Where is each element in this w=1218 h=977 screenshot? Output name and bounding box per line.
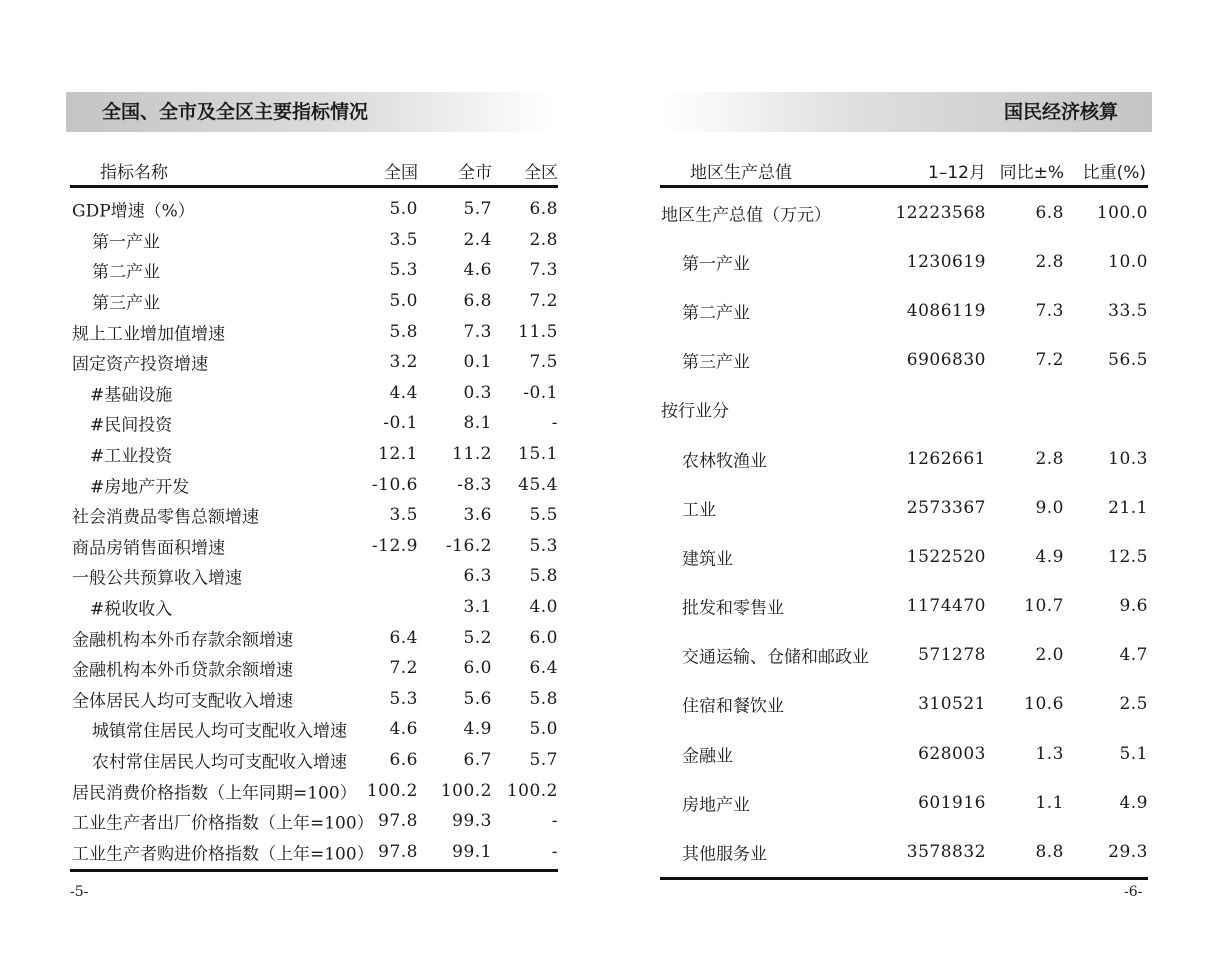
yoy-growth: 2.8 bbox=[1035, 448, 1064, 469]
national-value: 3.2 bbox=[389, 352, 418, 373]
district-value: 100.2 bbox=[506, 780, 558, 801]
district-value: 11.5 bbox=[518, 321, 558, 342]
output-value: 1174470 bbox=[906, 596, 986, 617]
header-city: 全市 bbox=[458, 163, 492, 183]
yoy-growth: 10.6 bbox=[1024, 694, 1064, 715]
indicator-name: 一般公共预算收入增速 bbox=[72, 568, 242, 589]
district-value: 7.5 bbox=[529, 352, 558, 373]
left-page-number: -5- bbox=[70, 884, 89, 900]
table-row bbox=[70, 806, 558, 837]
indicator-name: #基础设施 bbox=[90, 385, 173, 406]
table-row bbox=[70, 469, 558, 500]
indicator-name: #房地产开发 bbox=[90, 477, 190, 498]
output-value: 6906830 bbox=[906, 350, 986, 371]
indicator-name: 全体居民人均可支配收入增速 bbox=[72, 691, 293, 712]
table-row bbox=[70, 286, 558, 317]
district-value: 5.0 bbox=[529, 719, 558, 740]
city-value: 100.2 bbox=[440, 780, 492, 801]
city-value: 3.6 bbox=[463, 505, 492, 526]
industry-name: 农林牧渔业 bbox=[682, 451, 767, 472]
indicator-name: #工业投资 bbox=[90, 446, 173, 467]
national-value: 5.0 bbox=[389, 199, 418, 220]
output-value: 310521 bbox=[918, 694, 986, 715]
indicator-name: 商品房销售面积增速 bbox=[72, 538, 225, 559]
table-row bbox=[70, 836, 558, 867]
indicator-name: 居民消费价格指数（上年同期=100） bbox=[72, 783, 357, 804]
national-value: 12.1 bbox=[378, 444, 418, 465]
output-value: 601916 bbox=[918, 792, 986, 813]
city-value: 0.1 bbox=[463, 352, 492, 373]
output-value: 1230619 bbox=[906, 251, 986, 272]
table-row bbox=[660, 631, 1148, 680]
national-value: 7.2 bbox=[389, 658, 418, 679]
table-row bbox=[660, 680, 1148, 729]
table-row bbox=[70, 745, 558, 776]
share-value: 5.1 bbox=[1119, 743, 1148, 764]
district-value: - bbox=[551, 841, 558, 862]
city-value: 5.2 bbox=[463, 627, 492, 648]
output-value: 3578832 bbox=[906, 842, 986, 863]
table-row bbox=[70, 225, 558, 256]
indicator-name: 金融机构本外币贷款余额增速 bbox=[72, 660, 293, 681]
district-value: 5.3 bbox=[529, 535, 558, 556]
share-value: 21.1 bbox=[1108, 497, 1148, 518]
table-row bbox=[70, 378, 558, 409]
industry-name: 第三产业 bbox=[682, 352, 750, 373]
table-row bbox=[660, 532, 1148, 581]
table-row bbox=[660, 582, 1148, 631]
national-value: 4.4 bbox=[389, 382, 418, 403]
table-row bbox=[70, 622, 558, 653]
table-row bbox=[70, 316, 558, 347]
header-indicator-name: 指标名称 bbox=[100, 163, 168, 183]
table-row bbox=[660, 336, 1148, 385]
table-row bbox=[70, 653, 558, 684]
city-value: 2.4 bbox=[463, 229, 492, 250]
indicator-name: 城镇常住居民人均可支配收入增速 bbox=[92, 721, 347, 742]
table-row bbox=[70, 255, 558, 286]
indicator-name: 农村常住居民人均可支配收入增速 bbox=[92, 752, 347, 773]
output-value: 628003 bbox=[918, 743, 986, 764]
industry-name: 第二产业 bbox=[682, 303, 750, 324]
table-row bbox=[70, 531, 558, 562]
industry-name: 地区生产总值（万元） bbox=[661, 205, 831, 226]
city-value: 6.3 bbox=[463, 566, 492, 587]
output-value: 12223568 bbox=[895, 202, 986, 223]
share-value: 12.5 bbox=[1108, 546, 1148, 567]
table-row bbox=[660, 385, 1148, 434]
yoy-growth: 7.2 bbox=[1035, 350, 1064, 371]
indicator-name: 第一产业 bbox=[92, 232, 160, 253]
share-value: 9.6 bbox=[1119, 596, 1148, 617]
city-value: 11.2 bbox=[452, 444, 492, 465]
national-value: 6.6 bbox=[389, 749, 418, 770]
yoy-growth: 10.7 bbox=[1024, 596, 1064, 617]
industry-name: 按行业分 bbox=[661, 401, 729, 422]
district-value: 6.4 bbox=[529, 658, 558, 679]
national-value: 5.8 bbox=[389, 321, 418, 342]
city-value: 5.7 bbox=[463, 199, 492, 220]
table-row bbox=[660, 827, 1148, 876]
industry-name: 建筑业 bbox=[682, 549, 733, 570]
district-value: 5.5 bbox=[529, 505, 558, 526]
right-page-number: -6- bbox=[1124, 884, 1143, 900]
yoy-growth: 7.3 bbox=[1035, 300, 1064, 321]
industry-name: 其他服务业 bbox=[682, 844, 767, 865]
district-value: 45.4 bbox=[518, 474, 558, 495]
right-table-bottom-rule bbox=[660, 877, 1148, 880]
table-row bbox=[70, 775, 558, 806]
table-row bbox=[70, 714, 558, 745]
district-value: 5.8 bbox=[529, 688, 558, 709]
share-value: 29.3 bbox=[1108, 842, 1148, 863]
national-value: 5.3 bbox=[389, 260, 418, 281]
national-value: 97.8 bbox=[378, 841, 418, 862]
table-row bbox=[660, 286, 1148, 335]
district-value: 7.2 bbox=[529, 291, 558, 312]
city-value: 0.3 bbox=[463, 382, 492, 403]
city-value: 4.9 bbox=[463, 719, 492, 740]
city-value: 3.1 bbox=[463, 597, 492, 618]
indicator-name: GDP增速（%） bbox=[72, 201, 195, 222]
output-value: 1522520 bbox=[906, 546, 986, 567]
national-value: 3.5 bbox=[389, 229, 418, 250]
national-value: -12.9 bbox=[371, 535, 418, 556]
industry-name: 交通运输、仓储和邮政业 bbox=[682, 647, 869, 668]
share-value: 100.0 bbox=[1096, 202, 1148, 223]
national-value: -0.1 bbox=[383, 413, 418, 434]
table-row bbox=[660, 729, 1148, 778]
share-value: 10.0 bbox=[1108, 251, 1148, 272]
table-row bbox=[70, 347, 558, 378]
left-indicator-table bbox=[70, 152, 558, 872]
share-value: 56.5 bbox=[1108, 350, 1148, 371]
left-page-title: 全国、全市及全区主要指标情况 bbox=[102, 101, 369, 123]
share-value: 33.5 bbox=[1108, 300, 1148, 321]
city-value: 7.3 bbox=[463, 321, 492, 342]
national-value: 100.2 bbox=[366, 780, 418, 801]
city-value: 4.6 bbox=[463, 260, 492, 281]
header-national: 全国 bbox=[384, 163, 418, 183]
table-row bbox=[660, 237, 1148, 286]
city-value: 6.8 bbox=[463, 291, 492, 312]
left-page-title-banner bbox=[66, 92, 556, 132]
table-row bbox=[70, 408, 558, 439]
city-value: 6.7 bbox=[463, 749, 492, 770]
national-value: 5.0 bbox=[389, 291, 418, 312]
right-page-title: 国民经济核算 bbox=[1003, 101, 1118, 123]
national-value: 4.6 bbox=[389, 719, 418, 740]
indicator-name: #税收收入 bbox=[90, 599, 173, 620]
yoy-growth: 6.8 bbox=[1035, 202, 1064, 223]
right-table-body bbox=[660, 188, 1148, 877]
national-value: 3.5 bbox=[389, 505, 418, 526]
indicator-name: 金融机构本外币存款余额增速 bbox=[72, 630, 293, 651]
share-value: 10.3 bbox=[1108, 448, 1148, 469]
district-value: 15.1 bbox=[518, 444, 558, 465]
industry-name: 批发和零售业 bbox=[682, 598, 784, 619]
header-share: 比重(%) bbox=[1082, 163, 1146, 183]
industry-name: 第一产业 bbox=[682, 254, 750, 275]
table-row bbox=[70, 194, 558, 225]
industry-name: 住宿和餐饮业 bbox=[682, 696, 784, 717]
city-value: -8.3 bbox=[457, 474, 492, 495]
left-table-header bbox=[70, 152, 558, 188]
table-row bbox=[70, 500, 558, 531]
right-page-title-banner bbox=[664, 92, 1152, 132]
industry-name: 金融业 bbox=[682, 746, 733, 767]
district-value: - bbox=[551, 811, 558, 832]
table-row bbox=[660, 434, 1148, 483]
output-value: 1262661 bbox=[906, 448, 986, 469]
industry-name: 工业 bbox=[682, 500, 716, 521]
indicator-name: 第三产业 bbox=[92, 293, 160, 314]
city-value: 8.1 bbox=[463, 413, 492, 434]
district-value: 6.8 bbox=[529, 199, 558, 220]
share-value: 2.5 bbox=[1119, 694, 1148, 715]
table-row bbox=[660, 483, 1148, 532]
national-value: -10.6 bbox=[371, 474, 418, 495]
industry-name: 房地产业 bbox=[682, 795, 750, 816]
table-row bbox=[70, 592, 558, 623]
national-value: 5.3 bbox=[389, 688, 418, 709]
yoy-growth: 2.8 bbox=[1035, 251, 1064, 272]
header-gdp: 地区生产总值 bbox=[690, 163, 792, 183]
district-value: - bbox=[551, 413, 558, 434]
indicator-name: 规上工业增加值增速 bbox=[72, 324, 225, 345]
city-value: 6.0 bbox=[463, 658, 492, 679]
yoy-growth: 1.1 bbox=[1035, 792, 1064, 813]
left-table-bottom-rule bbox=[70, 869, 558, 872]
yoy-growth: 9.0 bbox=[1035, 497, 1064, 518]
output-value: 4086119 bbox=[906, 300, 986, 321]
indicator-name: 工业生产者购进价格指数（上年=100） bbox=[72, 844, 374, 865]
yoy-growth: 8.8 bbox=[1035, 842, 1064, 863]
district-value: 5.7 bbox=[529, 749, 558, 770]
indicator-name: 社会消费品零售总额增速 bbox=[72, 507, 259, 528]
national-value: 97.8 bbox=[378, 811, 418, 832]
national-value: 6.4 bbox=[389, 627, 418, 648]
output-value: 571278 bbox=[918, 645, 986, 666]
district-value: -0.1 bbox=[523, 382, 558, 403]
city-value: 5.6 bbox=[463, 688, 492, 709]
table-row bbox=[660, 778, 1148, 827]
table-row bbox=[70, 439, 558, 470]
city-value: -16.2 bbox=[445, 535, 492, 556]
yoy-growth: 4.9 bbox=[1035, 546, 1064, 567]
header-jan-dec: 1–12月 bbox=[928, 163, 986, 183]
indicator-name: 第二产业 bbox=[92, 262, 160, 283]
district-value: 5.8 bbox=[529, 566, 558, 587]
indicator-name: 工业生产者出厂价格指数（上年=100） bbox=[72, 813, 374, 834]
header-district: 全区 bbox=[524, 163, 558, 183]
city-value: 99.1 bbox=[452, 841, 492, 862]
city-value: 99.3 bbox=[452, 811, 492, 832]
yoy-growth: 2.0 bbox=[1035, 645, 1064, 666]
table-row bbox=[70, 561, 558, 592]
share-value: 4.9 bbox=[1119, 792, 1148, 813]
left-table-body bbox=[70, 188, 558, 869]
district-value: 7.3 bbox=[529, 260, 558, 281]
district-value: 4.0 bbox=[529, 597, 558, 618]
share-value: 4.7 bbox=[1119, 645, 1148, 666]
indicator-name: #民间投资 bbox=[90, 415, 173, 436]
indicator-name: 固定资产投资增速 bbox=[72, 354, 208, 375]
table-row bbox=[660, 188, 1148, 237]
output-value: 2573367 bbox=[906, 497, 986, 518]
district-value: 6.0 bbox=[529, 627, 558, 648]
yoy-growth: 1.3 bbox=[1035, 743, 1064, 764]
district-value: 2.8 bbox=[529, 229, 558, 250]
right-table-header bbox=[660, 152, 1148, 188]
header-yoy: 同比±% bbox=[999, 163, 1064, 183]
right-gdp-table bbox=[660, 152, 1148, 880]
table-row bbox=[70, 684, 558, 715]
